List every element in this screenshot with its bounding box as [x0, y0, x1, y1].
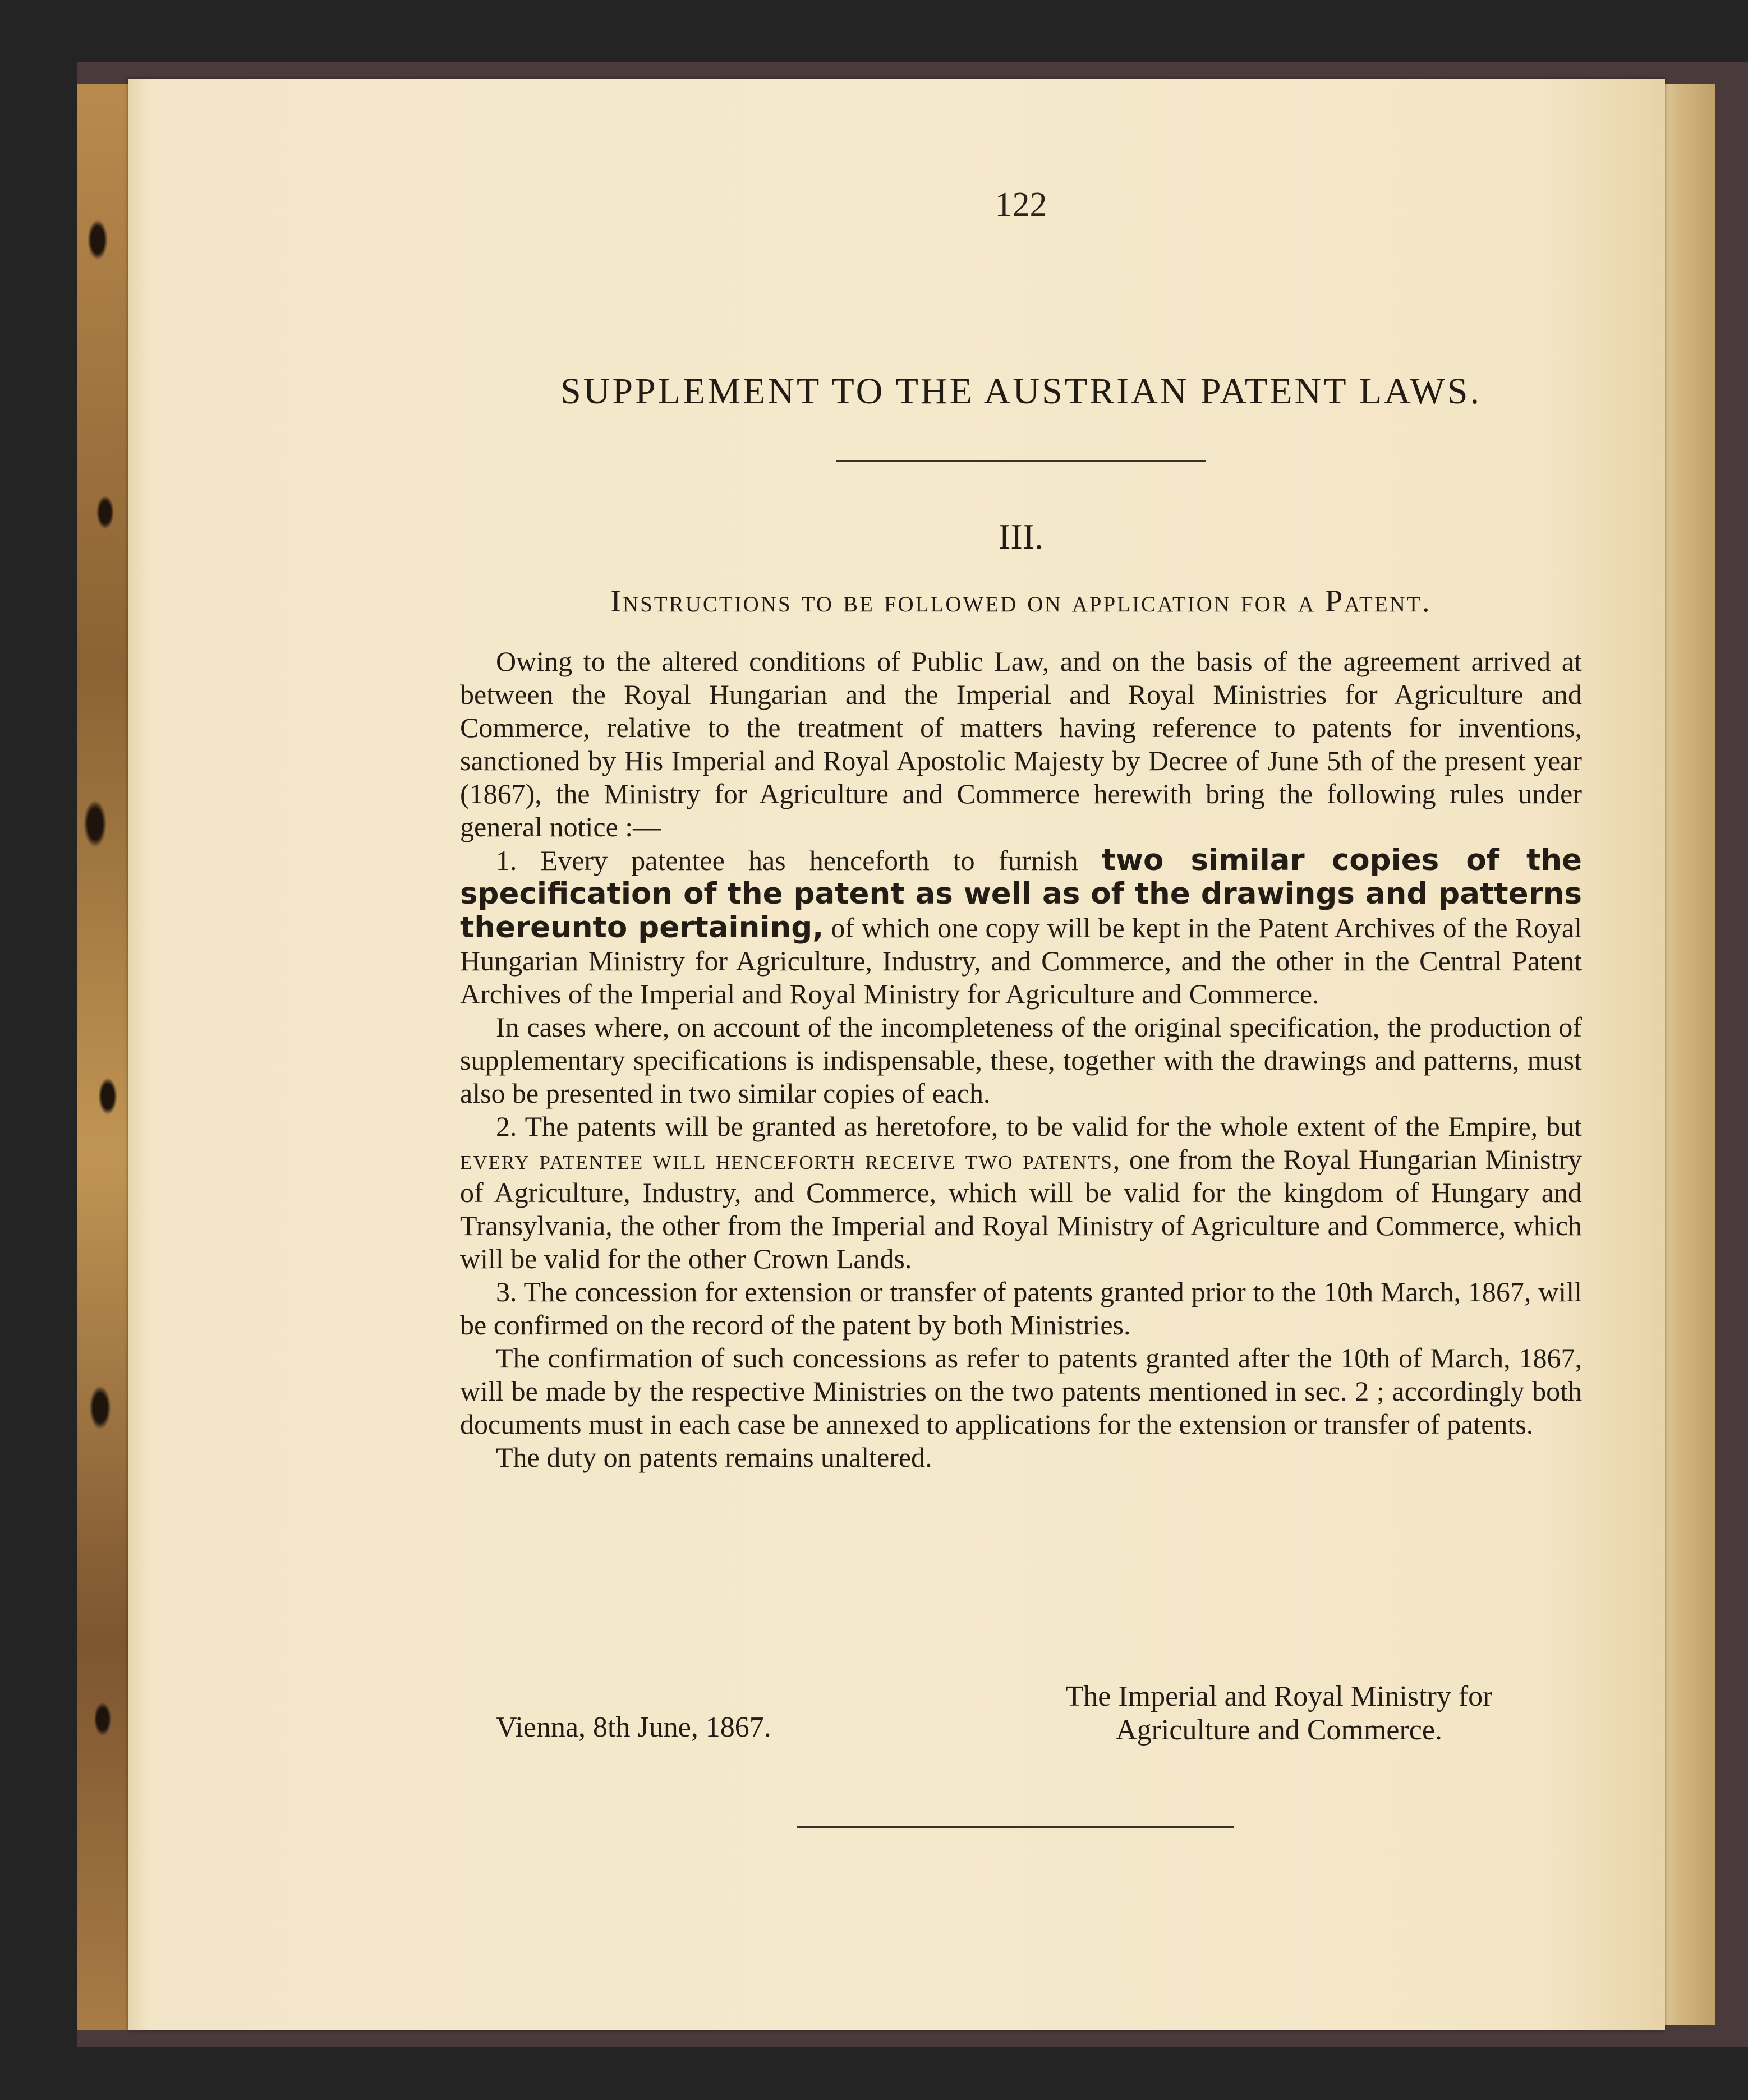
ministry-signature	[999, 1680, 1560, 1747]
rule-3-paragraph: 3. The concession for extension or transfer of patents granted prior to the 10th March, 1867, will be confirmed on the record of the patent by both Ministries.	[460, 1276, 1582, 1341]
rule-3-note: The confirmation of such concessions as refer to patents granted after the 10th of March, 1867, will be made by the respective Ministries on the two patents mentioned in sec. 2 ; accordingly both documents must in each case be annexed to applications for the extension or transfer of patents.	[460, 1342, 1582, 1440]
rule-1-paragraph	[460, 844, 1582, 1011]
page-number: 122	[995, 186, 1047, 224]
rule-1-lead: 1. Every patentee has henceforth to furnish	[496, 845, 1102, 876]
rule-2-rest: one from the Royal Hungarian Ministry of Agriculture, Industry, and Commerce, which will be valid for the kingdom of Hungary and Transylvania, the other from the Imperial and Royal Ministry of Agriculture and Commerce, which will be valid for the other Crown Lands.	[460, 1144, 1582, 1274]
rule-1-emphasis: two similar copies of the specification of the patent as well as of the drawings and patterns thereunto pertaining,	[460, 843, 1582, 945]
place-date: Vienna, 8th June, 1867.	[496, 1711, 771, 1743]
ministry-line-1: The Imperial and Royal Ministry for	[1065, 1680, 1493, 1712]
body-text	[460, 645, 1582, 1474]
rule-2-lead: 2. The patents will be granted as heretofore, to be valid for the whole extent of the Empire, but	[496, 1111, 1582, 1142]
title-divider	[836, 460, 1206, 462]
page-stack-edge	[1665, 84, 1715, 2025]
rule-1-rest: of which one copy will be kept in the Patent Archives of the Royal Hungarian Ministry for Agriculture, Industry, and Commerce, and the other in the Central Patent Archives of the Imperial and Royal Ministry for Agriculture and Commerce.	[460, 912, 1583, 1010]
section-number: III.	[999, 517, 1043, 556]
page-title: SUPPLEMENT TO THE AUSTRIAN PATENT LAWS.	[560, 371, 1482, 412]
ministry-line-2: Agriculture and Commerce.	[1116, 1714, 1442, 1746]
duty-note: The duty on patents remains unaltered.	[496, 1442, 932, 1473]
rule-1-note: In cases where, on account of the incompleteness of the original specification, the production of supplementary specifications is indispensable, these, together with the drawings and patterns, must also be presented in two similar copies of each.	[460, 1011, 1582, 1109]
intro-paragraph: Owing to the altered conditions of Public Law, and on the basis of the agreement arrived at between the Royal Hungarian and the Imperial and Royal Ministries for Agriculture and Commerce, relative to the treatment of matters having reference to patents for inventions, sanctioned by His Imperial and Royal Apostolic Majesty by Decree of June 5th of the present year (1867), the Ministry for Agriculture and Commerce herewith bring the following rules under general notice :—	[460, 646, 1582, 842]
marbled-edge	[77, 84, 128, 2030]
section-heading: Instructions to be followed on application for a Patent.	[610, 584, 1432, 619]
rule-2-paragraph	[460, 1110, 1582, 1275]
rule-2-emphasis: every patentee will henceforth receive two patents,	[460, 1144, 1121, 1175]
end-divider	[797, 1826, 1234, 1828]
